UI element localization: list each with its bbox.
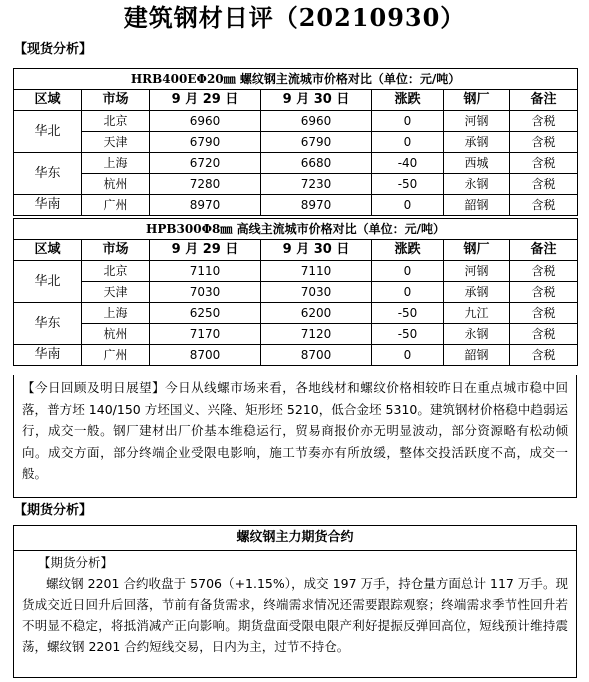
market-cell: 广州 — [82, 195, 150, 216]
mill-cell: 九江 — [444, 303, 510, 324]
table-row — [14, 282, 578, 303]
table-row — [14, 261, 578, 282]
column-header: 区域 — [14, 240, 82, 261]
note-cell: 含税 — [510, 324, 578, 345]
price-sep30-cell: 7230 — [261, 174, 372, 195]
column-header: 钢厂 — [444, 240, 510, 261]
wire-rod-price-table — [13, 218, 578, 366]
column-header: 备注 — [510, 240, 578, 261]
market-cell: 上海 — [82, 303, 150, 324]
change-cell: 0 — [372, 282, 444, 303]
note-cell: 含税 — [510, 132, 578, 153]
rebar-price-table — [13, 68, 578, 216]
change-cell: 0 — [372, 111, 444, 132]
table-row — [14, 132, 578, 153]
futures-panel — [13, 525, 577, 678]
futures-body: 螺纹钢 2201 合约收盘于 5706（+1.15%），成交 197 万手，持仓量方面总计 117 万手。现货成交近日回升后回落，节前有备货需求，终端需求情况还需要跟踪观察；终端需求季节性回升若不明显不稳定，将抵消减产正向影响。期货盘面受限电限产利好提振反弹回高位，短线预计维持震荡，螺纹钢 2201 合约短线交易，日内为主，过节不持仓。 — [22, 576, 568, 654]
table-row — [14, 153, 578, 174]
market-summary: 【今日回顾及明日展望】今日从线螺市场来看，各地线材和螺纹价格相较昨日在重点城市稳中回落，普方坯 140/150 方坯国义、兴隆、矩形坯 5210，低合金坯 5310。建筑钢材价格稳中趋弱运行，成交一般。钢厂建材出厂价基本维稳运行，贸易商报价亦无明显波动，部分资源略有松动倾向。成交方面，部分终端企业受限电影响，施工节奏亦有所放缓，整体交投活跃度不高，成交一般。 — [13, 375, 577, 498]
table-header-row — [14, 90, 578, 111]
price-sep29-cell: 6790 — [150, 132, 261, 153]
mill-cell: 永钢 — [444, 324, 510, 345]
region-cell: 华南 — [14, 195, 82, 216]
price-sep29-cell: 7110 — [150, 261, 261, 282]
note-cell: 含税 — [510, 261, 578, 282]
price-sep30-cell: 6680 — [261, 153, 372, 174]
note-cell: 含税 — [510, 174, 578, 195]
column-header: 9 月 30 日 — [261, 240, 372, 261]
column-header: 市场 — [82, 240, 150, 261]
change-cell: -50 — [372, 303, 444, 324]
price-sep30-cell: 8970 — [261, 195, 372, 216]
table-row — [14, 111, 578, 132]
mill-cell: 河钢 — [444, 261, 510, 282]
column-header: 市场 — [82, 90, 150, 111]
note-cell: 含税 — [510, 111, 578, 132]
column-header: 9 月 30 日 — [261, 90, 372, 111]
column-header: 9 月 29 日 — [150, 240, 261, 261]
market-cell: 杭州 — [82, 324, 150, 345]
price-sep29-cell: 7280 — [150, 174, 261, 195]
note-cell: 含税 — [510, 345, 578, 366]
table-row — [14, 324, 578, 345]
region-cell: 华北 — [14, 261, 82, 303]
table-row — [14, 303, 578, 324]
mill-cell: 承钢 — [444, 132, 510, 153]
column-header: 涨跌 — [372, 240, 444, 261]
table-caption: HPB300Φ8㎜ 高线主流城市价格对比（单位：元/吨） — [14, 219, 578, 240]
table-row — [14, 345, 578, 366]
column-header: 备注 — [510, 90, 578, 111]
market-cell: 天津 — [82, 282, 150, 303]
change-cell: 0 — [372, 195, 444, 216]
table-row — [14, 195, 578, 216]
price-sep29-cell: 8970 — [150, 195, 261, 216]
column-header: 涨跌 — [372, 90, 444, 111]
region-cell: 华东 — [14, 303, 82, 345]
price-sep30-cell: 7030 — [261, 282, 372, 303]
change-cell: 0 — [372, 261, 444, 282]
market-cell: 广州 — [82, 345, 150, 366]
futures-title: 螺纹钢主力期货合约 — [14, 526, 576, 551]
futures-subheading: 【期货分析】 — [38, 555, 114, 570]
column-header: 9 月 29 日 — [150, 90, 261, 111]
market-cell: 杭州 — [82, 174, 150, 195]
market-cell: 北京 — [82, 261, 150, 282]
mill-cell: 承钢 — [444, 282, 510, 303]
price-sep29-cell: 7170 — [150, 324, 261, 345]
column-header: 钢厂 — [444, 90, 510, 111]
mill-cell: 永钢 — [444, 174, 510, 195]
price-sep29-cell: 8700 — [150, 345, 261, 366]
market-cell: 北京 — [82, 111, 150, 132]
price-sep29-cell: 7030 — [150, 282, 261, 303]
table-header-row — [14, 240, 578, 261]
market-cell: 上海 — [82, 153, 150, 174]
price-sep29-cell: 6960 — [150, 111, 261, 132]
table-row — [14, 174, 578, 195]
region-cell: 华东 — [14, 153, 82, 195]
region-cell: 华南 — [14, 345, 82, 366]
note-cell: 含税 — [510, 153, 578, 174]
mill-cell: 河钢 — [444, 111, 510, 132]
note-cell: 含税 — [510, 282, 578, 303]
mill-cell: 西城 — [444, 153, 510, 174]
note-cell: 含税 — [510, 195, 578, 216]
futures-section-heading: 【期货分析】 — [14, 503, 93, 518]
region-cell: 华北 — [14, 111, 82, 153]
spot-section-heading: 【现货分析】 — [14, 42, 93, 57]
mill-cell: 韶钢 — [444, 195, 510, 216]
price-sep30-cell: 6200 — [261, 303, 372, 324]
table-caption: HRB400EΦ20㎜ 螺纹钢主流城市价格对比（单位：元/吨） — [14, 69, 578, 90]
change-cell: -40 — [372, 153, 444, 174]
mill-cell: 韶钢 — [444, 345, 510, 366]
column-header: 区域 — [14, 90, 82, 111]
report-title: 建筑钢材日评（20210930） — [123, 3, 466, 32]
note-cell: 含税 — [510, 303, 578, 324]
change-cell: -50 — [372, 174, 444, 195]
table-caption-row — [14, 69, 578, 90]
table-caption-row — [14, 219, 578, 240]
market-cell: 天津 — [82, 132, 150, 153]
price-sep29-cell: 6250 — [150, 303, 261, 324]
price-sep29-cell: 6720 — [150, 153, 261, 174]
change-cell: 0 — [372, 132, 444, 153]
change-cell: 0 — [372, 345, 444, 366]
price-sep30-cell: 6790 — [261, 132, 372, 153]
change-cell: -50 — [372, 324, 444, 345]
price-sep30-cell: 6960 — [261, 111, 372, 132]
price-sep30-cell: 8700 — [261, 345, 372, 366]
price-sep30-cell: 7120 — [261, 324, 372, 345]
price-sep30-cell: 7110 — [261, 261, 372, 282]
